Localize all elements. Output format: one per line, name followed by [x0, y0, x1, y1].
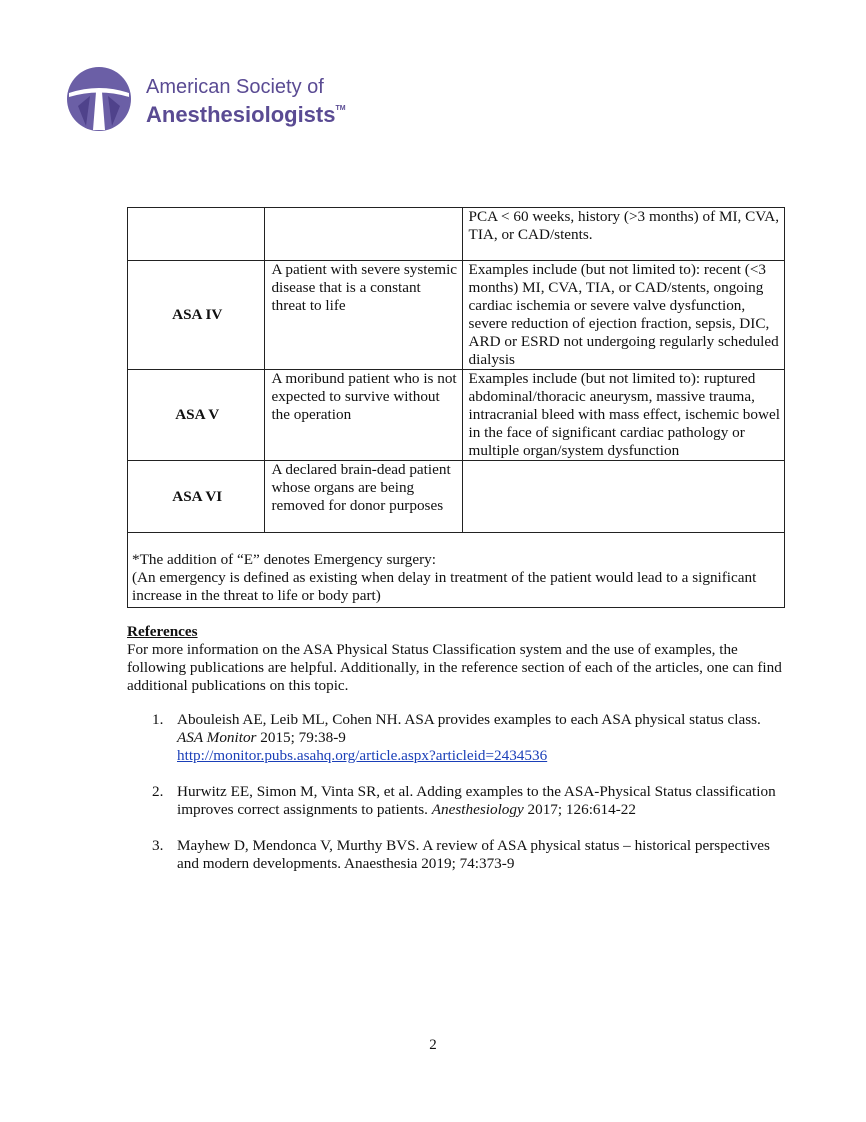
list-item	[127, 837, 787, 873]
asa-logo	[66, 66, 366, 136]
definition-cell: A moribund patient who is not expected to survive without the operation	[265, 370, 462, 461]
emergency-note-line2: (An emergency is defined as existing when delay in treatment of the patient would lead to a significant increase in the threat to life or body part)	[132, 569, 757, 604]
examples-cell: Examples include (but not limited to): ruptured abdominal/thoracic aneurysm, massive trauma, intracranial bleed with mass effect, ischemic bowel in the face of significant cardiac pathology or multiple organ/system dysfunction	[462, 370, 784, 461]
class-cell: ASA IV	[128, 261, 265, 370]
emergency-note-line1: *The addition of “E” denotes Emergency surgery:	[132, 551, 436, 568]
list-item	[127, 711, 787, 765]
reference-journal: Anesthesiology	[431, 801, 524, 818]
reference-list	[127, 711, 787, 873]
org-name-line2: Anesthesiologists™	[146, 102, 346, 127]
table-row	[128, 208, 785, 261]
examples-cell	[462, 461, 784, 533]
reference-text: Abouleish AE, Leib ML, Cohen NH. ASA provides examples to each ASA physical status class.	[177, 711, 761, 728]
definition-cell: A declared brain-dead patient whose organs are being removed for donor purposes	[265, 461, 462, 533]
trademark: TM	[335, 105, 346, 112]
reference-text: Hurwitz EE, Simon M, Vinta SR, et al. Adding examples to the ASA-Physical Status classification improves correct assignments to patients.	[177, 783, 776, 818]
reference-citation: 2015; 79:38-9	[256, 729, 346, 746]
examples-cell: PCA < 60 weeks, history (>3 months) of MI, CVA, TIA, or CAD/stents.	[462, 208, 784, 261]
references-heading: References	[127, 623, 198, 640]
definition-cell	[265, 208, 462, 261]
reference-link[interactable]: http://monitor.pubs.asahq.org/article.aspx?articleid=2434536	[177, 747, 548, 764]
table-row	[128, 370, 785, 461]
asa-logo-icon	[66, 66, 132, 132]
class-cell: ASA VI	[128, 461, 265, 533]
reference-citation: 2017; 126:614-22	[523, 801, 636, 818]
reference-number: 1.	[152, 711, 164, 728]
table-note-row	[128, 533, 785, 608]
reference-text: Mayhew D, Mendonca V, Murthy BVS. A review of ASA physical status – historical perspectives and modern developments. Anaesthesia 2019; 74:373-9	[177, 837, 770, 872]
class-cell	[128, 208, 265, 261]
references-section	[127, 623, 787, 891]
examples-cell: Examples include (but not limited to): recent (<3 months) MI, CVA, TIA, or CAD/stents, ongoing cardiac ischemia or severe valve dysfunction, severe reduction of ejection fraction, sepsis, DIC, ARD or ESRD not undergoing regularly scheduled dialysis	[462, 261, 784, 370]
references-intro: For more information on the ASA Physical Status Classification system and the use of examples, the following publications are helpful. Additionally, in the reference section of each of the articles, one can find additional publications on this topic.	[127, 641, 782, 694]
definition-cell: A patient with severe systemic disease that is a constant threat to life	[265, 261, 462, 370]
page-number: 2	[429, 1037, 437, 1053]
asa-classification-table	[127, 207, 785, 608]
reference-journal: ASA Monitor	[177, 729, 257, 746]
reference-number: 3.	[152, 837, 164, 854]
class-cell: ASA V	[128, 370, 265, 461]
table-row	[128, 261, 785, 370]
table-row	[128, 461, 785, 533]
org-name	[146, 76, 346, 126]
org-name-line1: American Society of	[146, 76, 324, 98]
emergency-note	[128, 533, 785, 608]
list-item	[127, 783, 787, 819]
reference-number: 2.	[152, 783, 164, 800]
